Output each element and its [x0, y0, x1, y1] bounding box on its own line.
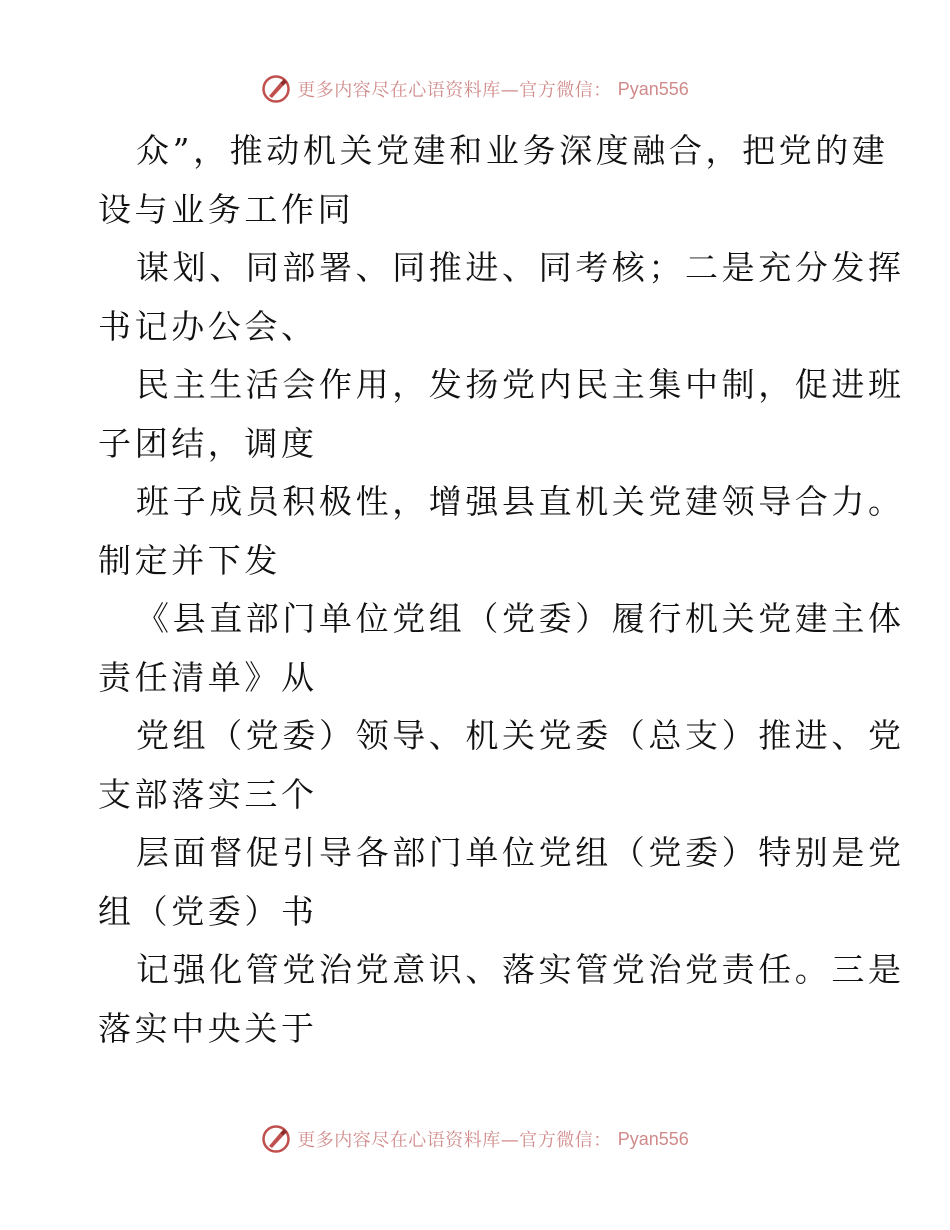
- body-line: 党组（党委）领导、机关党委（总支）推进、党: [136, 716, 905, 755]
- footer-banner-text: 更多内容尽在心语资料库—官方微信：: [297, 1130, 612, 1151]
- body-line: 《县直部门单位党组（党委）履行机关党建主体: [136, 599, 905, 638]
- document-body: [98, 122, 905, 1058]
- footer-banner-wechat-id: Pyan556: [617, 1128, 689, 1149]
- body-line: 制定并下发: [98, 540, 281, 580]
- body-line: 组（党委）书: [98, 891, 318, 931]
- pen-logo-icon: [261, 1124, 291, 1154]
- body-line: 民主生活会作用，发扬党内民主集中制，促进班: [136, 365, 905, 404]
- body-line: 责任清单》从: [98, 657, 318, 697]
- header-banner-wechat-id: Pyan556: [617, 78, 689, 99]
- header-banner-text: 更多内容尽在心语资料库—官方微信：: [297, 80, 612, 101]
- body-line: 子团结，调度: [98, 423, 318, 463]
- body-line: 层面督促引导各部门单位党组（党委）特别是党: [136, 833, 905, 872]
- body-line: 班子成员积极性，增强县直机关党建领导合力。: [136, 482, 905, 521]
- body-line: 落实中央关于: [98, 1008, 318, 1048]
- body-line: 众”，推动机关党建和业务深度融合，把党的建: [136, 131, 889, 170]
- body-line: 支部落实三个: [98, 774, 318, 814]
- body-line: 谋划、同部署、同推进、同考核；二是充分发挥: [136, 248, 905, 287]
- footer-banner: [0, 1124, 950, 1154]
- pen-logo-icon: [261, 74, 291, 104]
- body-line: 记强化管党治党意识、落实管党治党责任。三是: [136, 950, 905, 989]
- header-banner: [0, 74, 950, 104]
- body-line: 设与业务工作同: [98, 189, 355, 229]
- body-line: 书记办公会、: [98, 306, 318, 346]
